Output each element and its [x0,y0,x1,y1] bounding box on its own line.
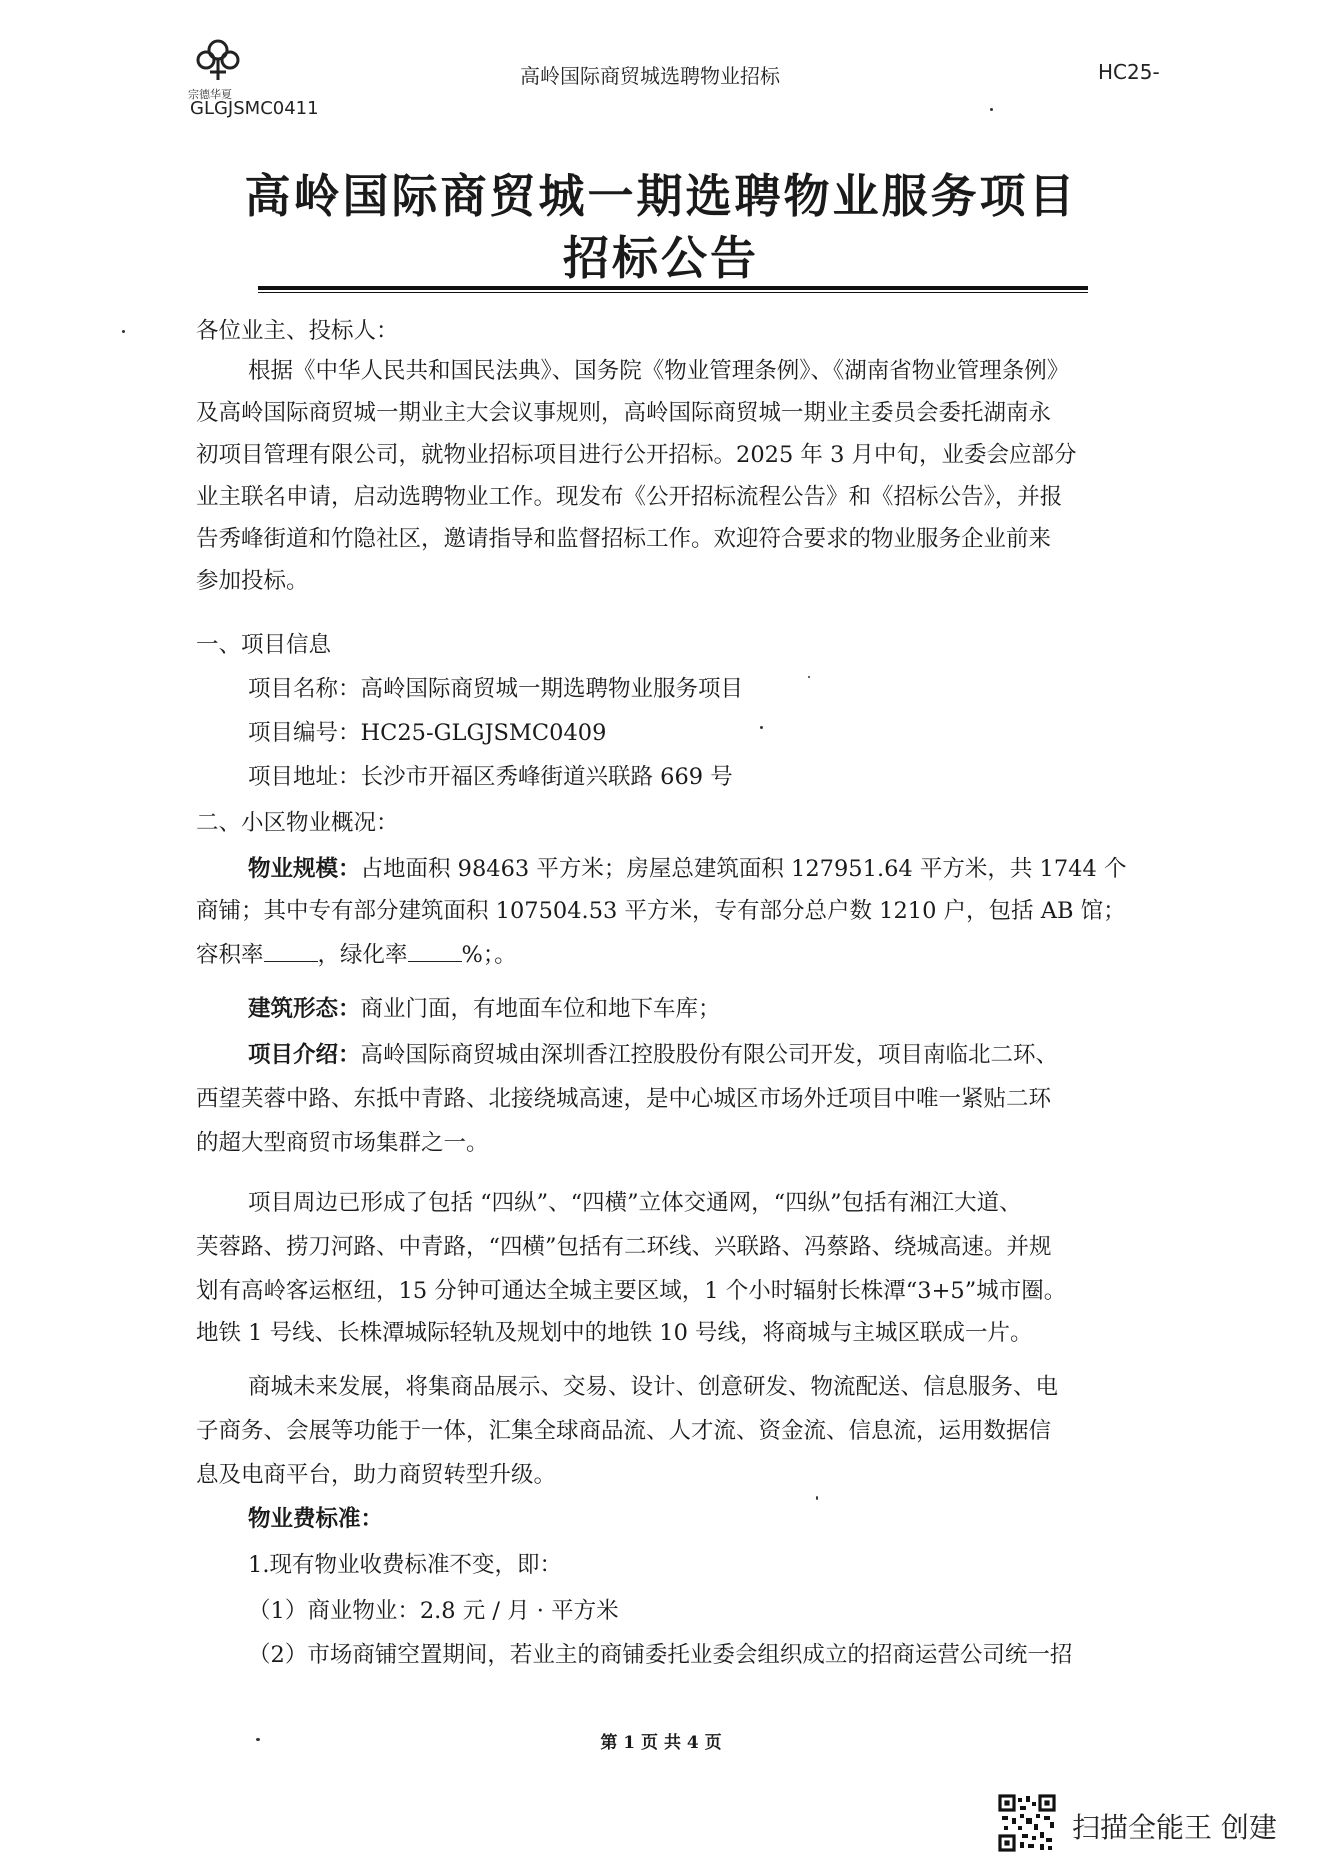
building-form-text: 商业门面，有地面车位和地下车库； [360,996,721,1022]
building-form-label: 建筑形态： [248,996,361,1022]
project-number: 项目编号：HC25-GLGJSMC0409 [248,720,607,746]
fee-item-1-1: （1）商业物业：2.8 元 / 月 · 平方米 [248,1598,619,1624]
scan-speck [990,108,993,111]
traffic-line: 项目周边已形成了包括 “四纵”、“四横”立体交通网，“四纵”包括有湘江大道、 [248,1190,1022,1216]
property-scale-line [248,854,1208,884]
green-ratio-label: ，绿化率 [317,942,408,968]
section-project-info: 一、项目信息 [196,632,332,658]
scan-speck [808,676,810,678]
green-ratio-blank [408,941,462,962]
project-intro-text: 高岭国际商贸城由深圳香江控股股份有限公司开发，项目南临北二环、 [360,1042,1059,1068]
intro-line: 初项目管理有限公司，就物业招标项目进行公开招标。2025 年 3 月中旬，业委会应部分 [196,442,1077,468]
fee-standard-label: 物业费标准： [248,1506,384,1532]
fee-item-1: 1.现有物业收费标准不变，即： [248,1552,562,1578]
project-address: 项目地址：长沙市开福区秀峰街道兴联路 669 号 [248,764,733,790]
plot-ratio-line [196,940,1156,970]
scanner-watermark: 扫描全能王 创建 [1072,1811,1277,1844]
property-scale-text: 占地面积 98463 平方米；房屋总建筑面积 127951.64 平方米，共 1744 个 [360,856,1127,882]
title-rule-thick [258,286,1088,290]
scan-speck [760,726,763,729]
plot-ratio-blank [264,941,318,962]
building-form-line [248,994,1208,1024]
traffic-line: 芙蓉路、捞刀河路、中青路，“四横”包括有二环线、兴联路、冯蔡路、绕城高速。并规 [196,1234,1052,1260]
intro-line: 根据《中华人民共和国民法典》、国务院《物业管理条例》、《湖南省物业管理条例》 [248,358,1070,384]
intro-line: 参加投标。 [196,568,309,594]
project-name: 项目名称：高岭国际商贸城一期选聘物业服务项目 [248,676,744,702]
project-intro-line: 的超大型商贸市场集群之一。 [196,1130,489,1156]
property-scale-label: 物业规模： [248,856,361,882]
traffic-line: 划有高岭客运枢纽，15 分钟可通达全城主要区域，1 个小时辐射长株潭“3+5”城市圈。 [196,1278,1067,1304]
project-intro-line [248,1040,1208,1070]
traffic-line: 地铁 1 号线、长株潭城际轻轨及规划中的地铁 10 号线，将商城与主城区联成一片。 [196,1320,1033,1346]
title-rule-thin [258,292,1088,293]
property-scale-line: 商铺；其中专有部分建筑面积 107504.53 平方米，专有部分总户数 1210 户，包括 AB 馆； [196,898,1126,924]
fee-item-1-2: （2）市场商铺空置期间，若业主的商铺委托业委会组织成立的招商运营公司统一招 [248,1642,1073,1668]
logo-text: 宗德华夏 [188,88,232,101]
project-intro-line: 西望芙蓉中路、东抵中青路、北接绕城高速，是中心城区市场外迁项目中唯一紧贴二环 [196,1086,1052,1112]
section-property-overview: 二、小区物业概况： [196,810,399,836]
future-line: 商城未来发展，将集商品展示、交易、设计、创意研发、物流配送、信息服务、电 [248,1374,1059,1400]
project-intro-label: 项目介绍： [248,1042,361,1068]
intro-line: 告秀峰街道和竹隐社区，邀请指导和监督招标工作。欢迎符合要求的物业服务企业前来 [196,526,1052,552]
running-header-code: GLGJSMC0411 [190,98,319,119]
qr-code-icon [998,1794,1056,1852]
intro-line: 业主联名申请，启动选聘物业工作。现发布《公开招标流程公告》和《招标公告》，并报 [196,484,1063,510]
plot-ratio-label: 容积率 [196,942,264,968]
scan-speck [816,1496,818,1500]
green-ratio-suffix: %；。 [461,942,517,968]
scan-speck [122,330,125,333]
document-title-line1: 高岭国际商贸城一期选聘物业服务项目 [244,169,1078,223]
greeting: 各位业主、投标人： [196,318,399,344]
future-line: 息及电商平台，助力商贸转型升级。 [196,1462,557,1488]
running-header-code-prefix: HC25- [1098,60,1160,84]
future-line: 子商务、会展等功能于一体，汇集全球商品流、人才流、资金流、信息流，运用数据信 [196,1418,1052,1444]
intro-line: 及高岭国际商贸城一期业主大会议事规则，高岭国际商贸城一期业主委员会委托湖南永 [196,400,1052,426]
page-number: 第 1 页 共 4 页 [600,1733,722,1753]
company-logo-icon [188,36,248,86]
document-title-line2: 招标公告 [563,231,759,285]
running-header-title: 高岭国际商贸城选聘物业招标 [520,64,780,88]
